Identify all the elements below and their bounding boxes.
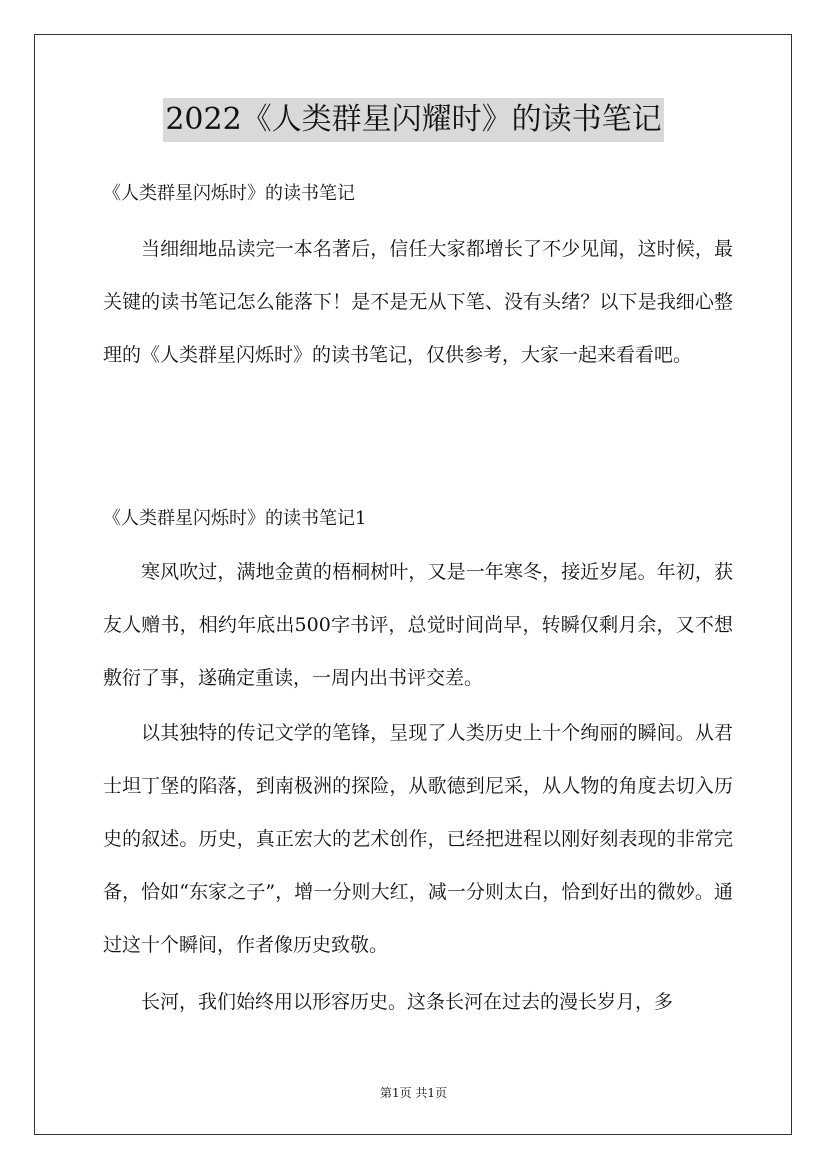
paragraph-2: 以其独特的传记文学的笔锋，呈现了人类历史上十个绚丽的瞬间。从君士坦丁堡的陷落，到南极洲的探险，从歌德到尼采，从人物的角度去切入历史的叙述。历史，真正宏大的艺术创作，已经把进程以刚好刻表现的非常完备，恰如“东家之子”，增一分则大红，减一分则太白，恰到好出的微妙。通过这十个瞬间，作者像历史致敬。 xyxy=(103,722,733,956)
title-container xyxy=(0,98,827,142)
paragraph-1: 寒风吹过，满地金黄的梧桐树叶，又是一年寒冬，接近岁尾。年初，获友人赠书，相约年底出500字书评，总觉时间尚早，转瞬仅剩月余，又不想敷衍了事，遂确定重读，一周内出书评交差。 xyxy=(103,561,733,689)
intro-paragraph: 当细细地品读完一本名著后，信任大家都增长了不少见闻，这时候，最关键的读书笔记怎么能落下！是不是无从下笔、没有头绪？以下是我细心整理的《人类群星闪烁时》的读书笔记，仅供参考，大家一起来看看吧。 xyxy=(103,238,733,366)
page-footer: 第1页 共1页 xyxy=(379,1086,448,1100)
section-heading-1: 《人类群星闪烁时》的读书笔记1 xyxy=(103,508,367,529)
intro-heading: 《人类群星闪烁时》的读书笔记 xyxy=(103,183,355,204)
document-title: 2022《人类群星闪耀时》的读书笔记 xyxy=(163,98,663,142)
paragraph-3: 长河，我们始终用以形容历史。这条长河在过去的漫长岁月，多 xyxy=(141,991,674,1013)
